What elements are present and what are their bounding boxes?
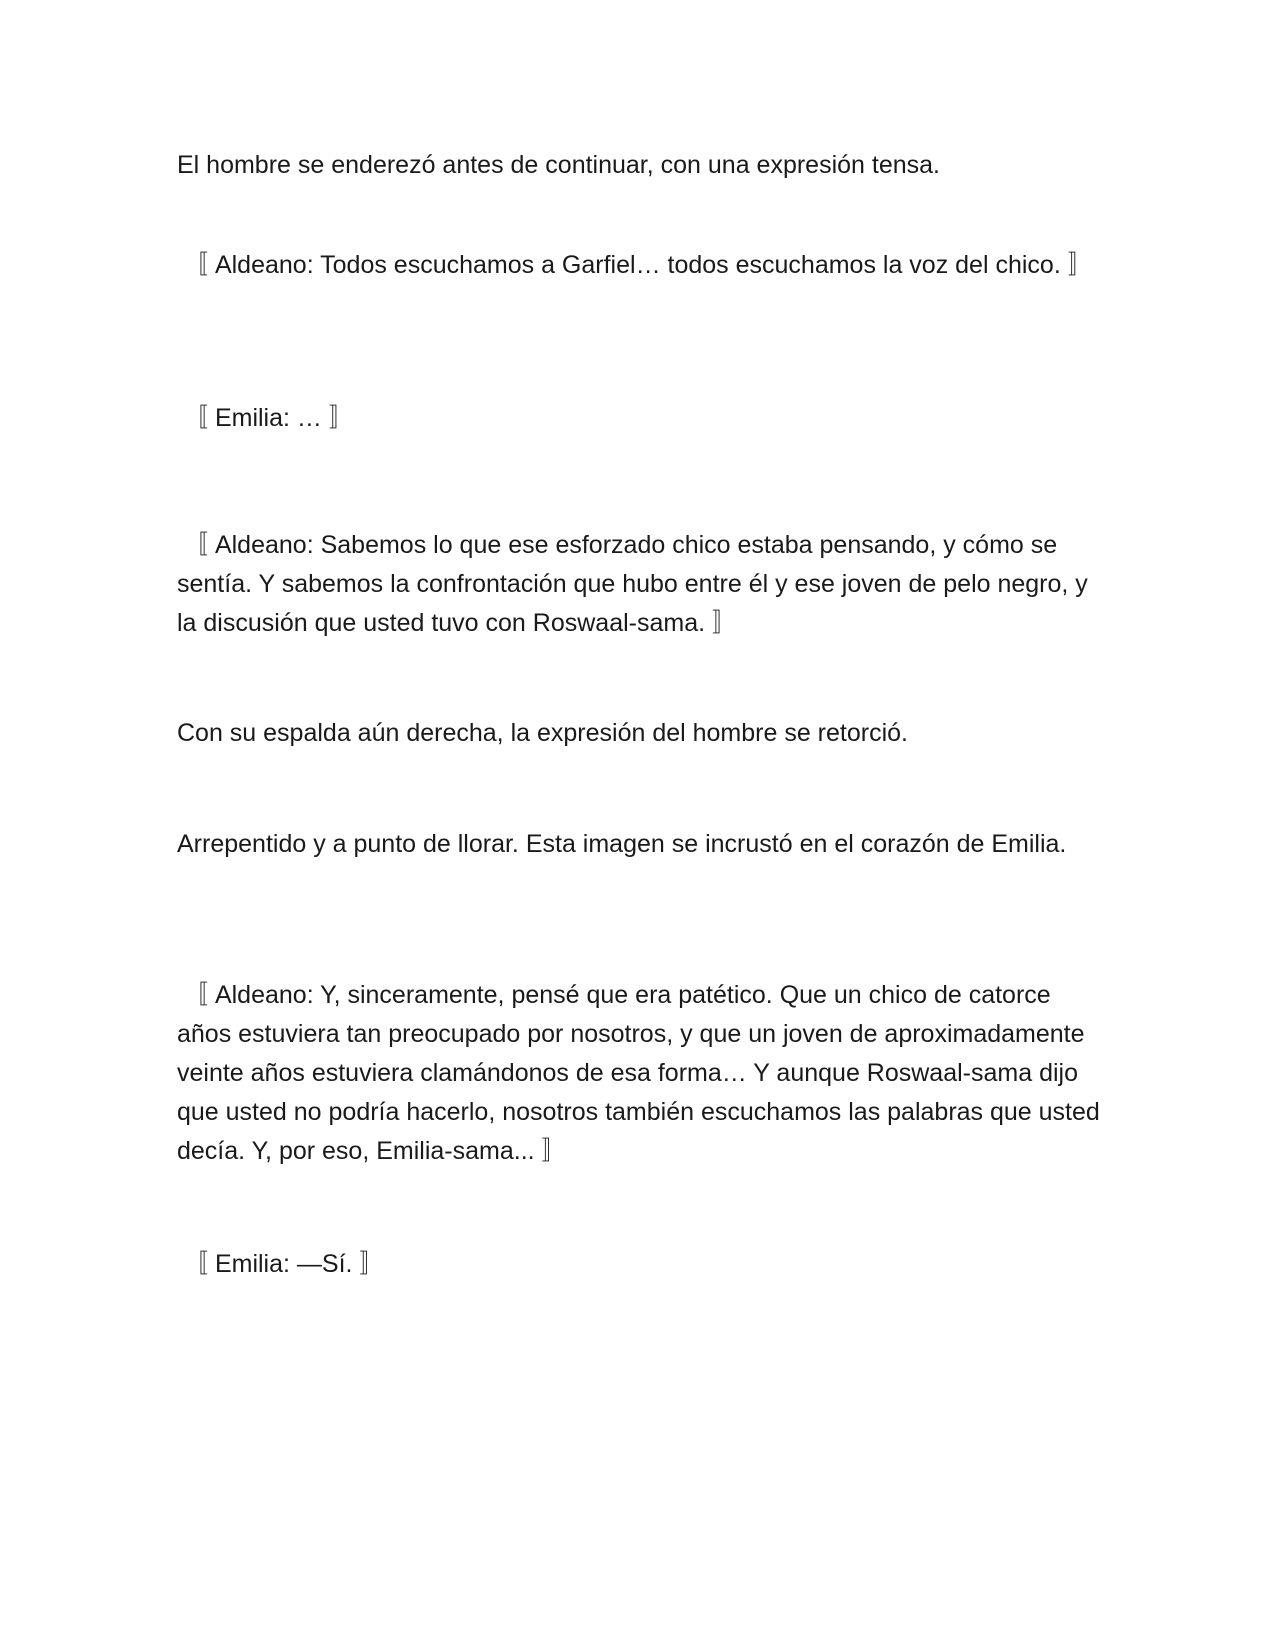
paragraph-dialogue-emilia-1: 〚 Emilia: … 〛 [183,404,354,432]
paragraph-dialogue-aldeano-3: 〚 Aldeano: Y, sinceramente, pensé que era patético. Que un chico de catorce años estuviera tan preocupado por nosotros, y que un joven de aproximadamente veinte años estuviera clamándonos de esa forma… Y aunque Roswaal-sama dijo que usted no podría hacerlo, nosotros también escuchamos las palabras que usted decía. Y, por eso, Emilia-sama... 〛 [177,981,1100,1165]
paragraph-narration-1: El hombre se enderezó antes de continuar, con una expresión tensa. [177,151,941,179]
paragraph-dialogue-emilia-2: 〚 Emilia: —Sí. 〛 [183,1250,385,1278]
paragraph-dialogue-aldeano-2: 〚 Aldeano: Sabemos lo que ese esforzado chico estaba pensando, y cómo se sentía. Y sabemos la confrontación que hubo entre él y ese joven de pelo negro, y la discusión que usted tuvo con Roswaal-sama. 〛 [177,531,1088,637]
paragraph-narration-2: Con su espalda aún derecha, la expresión del hombre se retorció. [177,719,908,747]
paragraph-dialogue-aldeano-1: 〚 Aldeano: Todos escuchamos a Garfiel… todos escuchamos la voz del chico. 〛 [183,251,1093,279]
paragraph-narration-3: Arrepentido y a punto de llorar. Esta imagen se incrustó en el corazón de Emilia. [177,830,1067,858]
